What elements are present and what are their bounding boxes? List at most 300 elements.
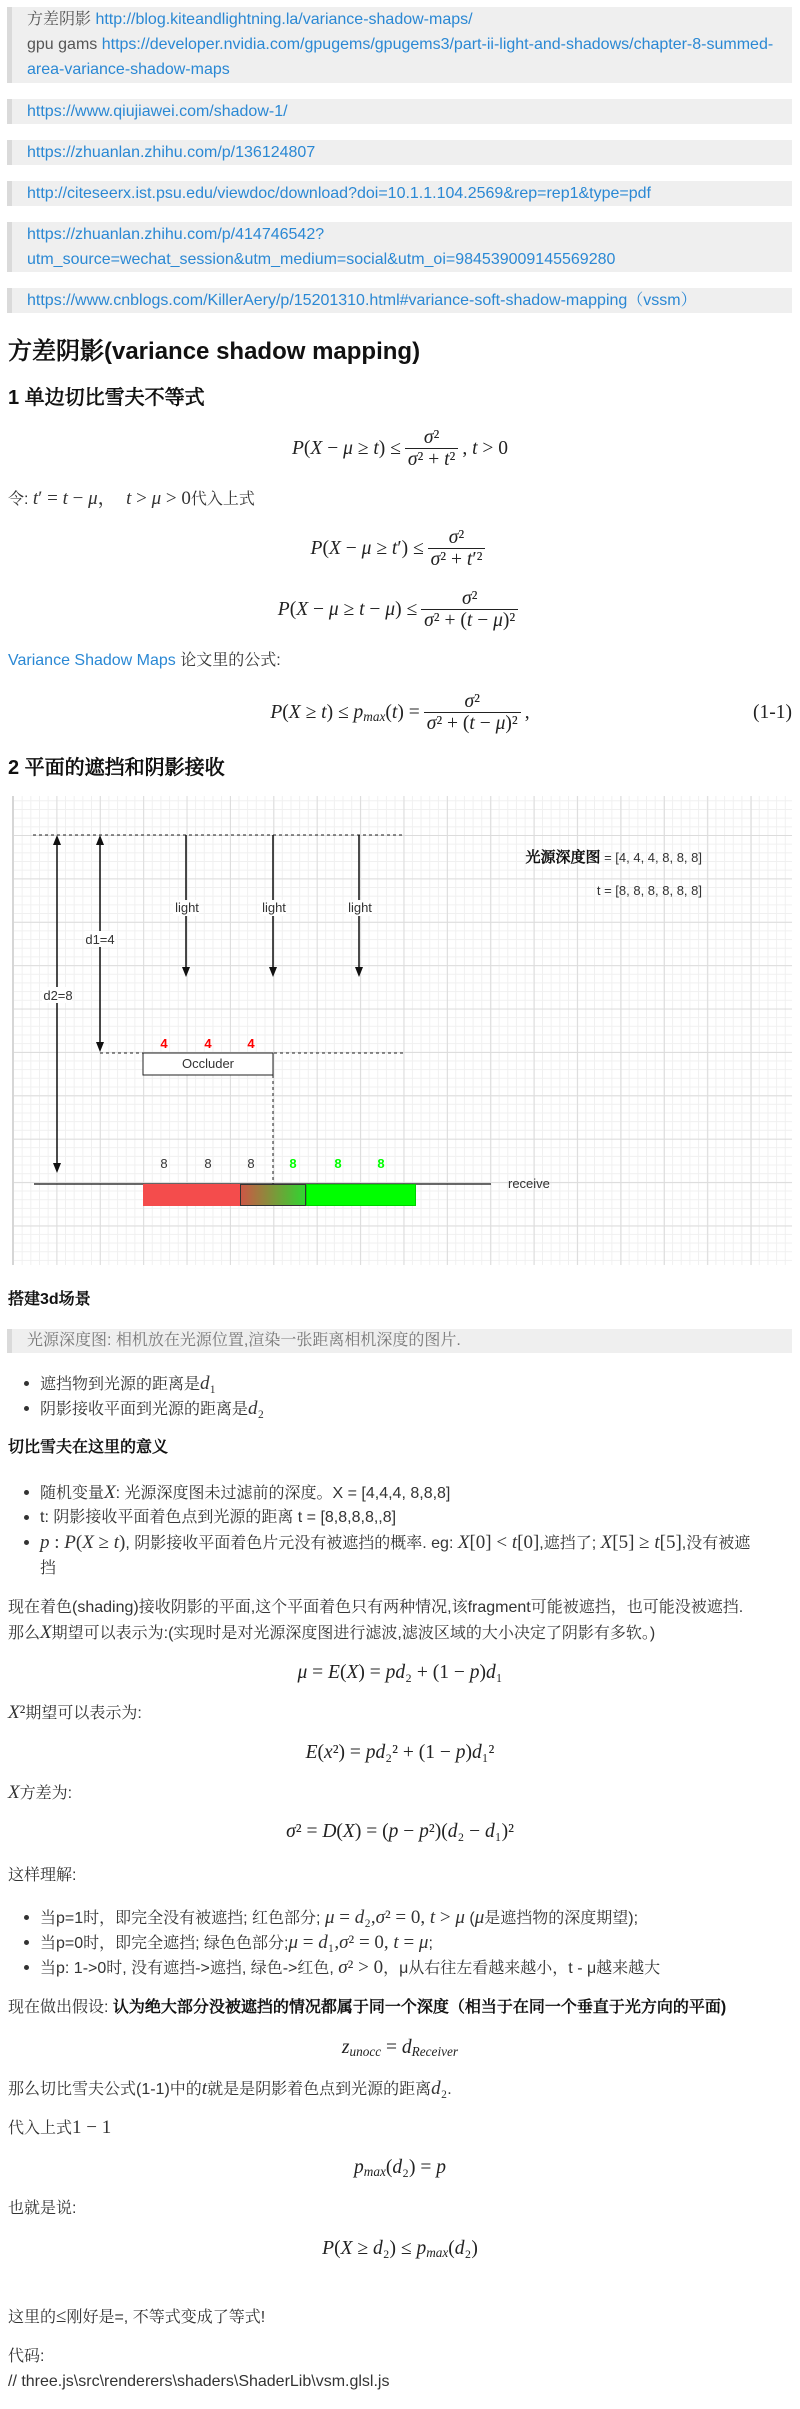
receiver-distance-legend: t = [8, 8, 8, 8, 8, 8] bbox=[596, 883, 702, 898]
math-variable: v bbox=[441, 2044, 448, 2060]
reference-line bbox=[27, 32, 792, 57]
math-variable: P bbox=[270, 702, 283, 723]
text: 代入上式 bbox=[190, 490, 255, 508]
bullet-icon bbox=[24, 1915, 29, 1920]
list-item bbox=[8, 1396, 264, 1421]
shadowed-depth: 8 bbox=[204, 1156, 212, 1171]
inline-math: p : P(X ≥ t) bbox=[40, 1531, 126, 1553]
d1-label: d1=4 bbox=[85, 932, 115, 947]
list-item bbox=[8, 1371, 264, 1396]
math-variable: μ bbox=[361, 538, 372, 559]
math-variable: u bbox=[349, 2044, 357, 2060]
math-variable: d bbox=[392, 2157, 403, 2178]
math-variable: X bbox=[104, 1481, 116, 1503]
inline-math bbox=[8, 1782, 20, 1803]
inline-math: 1 − 1 bbox=[72, 2116, 112, 2138]
subscript bbox=[364, 2157, 386, 2187]
text: . bbox=[447, 2080, 452, 2098]
math-variable: c bbox=[375, 2044, 382, 2060]
fraction bbox=[428, 527, 486, 571]
reference-block bbox=[7, 7, 792, 83]
reference-block bbox=[7, 222, 792, 272]
lit-depth: 8 bbox=[289, 1156, 297, 1171]
formula: μ = E(X) = pd₂ + (1 − p)d₁ bbox=[297, 1662, 503, 1683]
list-item bbox=[8, 1905, 660, 1930]
text: 当p=1时，即完全没有被遮挡; 红色部分; bbox=[40, 1909, 325, 1927]
math-variable: t bbox=[113, 1531, 120, 1553]
fraction bbox=[405, 427, 459, 471]
math-variable: σ bbox=[430, 549, 441, 570]
text: 刚好是=, 不等式变成了等式! bbox=[66, 2308, 266, 2326]
reference-link[interactable]: http://citeseerx.ist.psu.edu/viewdoc/download?doi=10.1.1.104.2569&rep=rep1&type=pdf bbox=[27, 185, 651, 202]
then-line bbox=[8, 2076, 452, 2101]
text: t: 阴影接收平面着色点到光源的距离 t = [8,8,8,8,,8] bbox=[40, 1508, 397, 1526]
text: ，μ从右往左看越来越小，t - μ越来越大 bbox=[383, 1959, 661, 1977]
reference-label: gpu gams bbox=[27, 36, 102, 53]
text: 期望可以表示为:(实现时是对光源深度图进行滤波,滤波区域的大小决定了阴影有多软。) bbox=[51, 1624, 656, 1642]
math-variable: σ bbox=[448, 527, 459, 548]
math-variable: μ bbox=[324, 1906, 335, 1928]
math-variable: X bbox=[600, 1531, 613, 1553]
formula-z bbox=[342, 2033, 350, 2063]
depth-map-label: 光源深度图 bbox=[525, 849, 601, 866]
formula-lhs: P(X − μ ≥ t′) ≤ bbox=[310, 538, 424, 559]
math-variable: m bbox=[363, 2164, 374, 2180]
understanding-label: 这样理解: bbox=[8, 1866, 77, 1884]
formula-rhs: , t > 0 bbox=[462, 438, 509, 459]
quote-text: 光源深度图: 相机放在光源位置,渲染一张距离相机深度的图片. bbox=[27, 1332, 461, 1349]
text: 那么切比雪夫公式(1-1)中的 bbox=[8, 2080, 202, 2098]
that-is-label: 也就是说: bbox=[8, 2199, 77, 2217]
subscript bbox=[426, 2238, 448, 2268]
formula-lhs: P(X − μ ≥ t − μ) ≤ bbox=[277, 599, 418, 620]
code-label: 代码: bbox=[8, 2347, 45, 2365]
paper-link[interactable]: Variance Shadow Maps bbox=[8, 651, 176, 669]
bullet-icon bbox=[24, 1540, 29, 1545]
math-variable: t bbox=[466, 610, 473, 631]
formula-one-sided-chebyshev bbox=[8, 427, 792, 471]
math-variable: X bbox=[340, 2238, 353, 2259]
arrowhead-down-icon bbox=[53, 1163, 61, 1173]
math-variable: d bbox=[485, 1821, 495, 1842]
math-variable: p bbox=[365, 1742, 376, 1763]
formula-pmax bbox=[8, 2153, 792, 2183]
text: 期望可以表示为: bbox=[25, 1704, 142, 1722]
math-variable: z bbox=[341, 2037, 350, 2058]
math-variable: d bbox=[354, 1906, 365, 1928]
text: 代入上式 bbox=[8, 2119, 73, 2137]
math-variable: p bbox=[354, 2157, 364, 2178]
math-variable: σ bbox=[407, 449, 418, 470]
formula-trail: , bbox=[524, 702, 530, 723]
list-item bbox=[8, 1955, 660, 1980]
math-variable: i bbox=[437, 2044, 442, 2060]
math-variable: p bbox=[469, 1662, 480, 1683]
math-variable: x bbox=[324, 1742, 333, 1763]
reference-link[interactable]: http://blog.kiteandlightning.la/variance-shadow-maps/ bbox=[95, 11, 473, 28]
math-variable: X bbox=[8, 1701, 20, 1723]
math-variable: e bbox=[431, 2044, 438, 2060]
reference-line bbox=[27, 222, 792, 247]
formula-mean bbox=[8, 1658, 792, 1688]
conclusion-line bbox=[8, 2304, 265, 2329]
lit-region-bar bbox=[306, 1184, 416, 1206]
math-variable: d bbox=[395, 1662, 406, 1683]
math-variable: t bbox=[429, 1906, 436, 1928]
bullet-icon bbox=[24, 1381, 29, 1386]
math-variable: x bbox=[442, 2245, 449, 2261]
math-variable: μ bbox=[88, 487, 98, 509]
text: ; bbox=[428, 1934, 433, 1952]
scene-heading: 搭建3d场景 bbox=[8, 1291, 91, 1308]
math-variable: X bbox=[40, 1621, 52, 1643]
subscript bbox=[412, 2037, 458, 2067]
math-variable: c bbox=[369, 2044, 376, 2060]
text: 遮挡物到光源的距离是 bbox=[40, 1375, 201, 1393]
math-variable: t bbox=[201, 2077, 208, 2099]
text: ,没有被遮 bbox=[681, 1534, 751, 1552]
inline-math: X² bbox=[8, 1701, 26, 1723]
math-variable: μ bbox=[288, 1931, 299, 1953]
text: 方差为: bbox=[19, 1784, 73, 1802]
occlusion-diagram bbox=[12, 796, 792, 1265]
formula-mid: (t) = bbox=[385, 702, 420, 723]
depth-map-values: = [4, 4, 4, 8, 8, 8] bbox=[600, 850, 702, 865]
paragraph-line bbox=[8, 1620, 655, 1645]
text: 随机变量 bbox=[40, 1484, 105, 1502]
math-variable: X bbox=[288, 702, 301, 723]
math-variable: d bbox=[454, 2238, 465, 2259]
math-variable: X bbox=[82, 1531, 94, 1553]
math-variable: a bbox=[435, 2245, 443, 2261]
math-variable: m bbox=[363, 709, 373, 725]
fraction bbox=[424, 691, 521, 735]
light-label: light bbox=[262, 900, 286, 915]
math-variable: E bbox=[328, 1662, 340, 1683]
shadowed-depth: 8 bbox=[247, 1156, 255, 1171]
subscript bbox=[350, 2037, 382, 2067]
reference-line bbox=[27, 57, 792, 82]
math-variable: d bbox=[401, 2037, 412, 2058]
paper-reference-line bbox=[8, 648, 281, 673]
formula: σ² = D(X) = (p − p²)(d₂ − d₁)² bbox=[286, 1821, 514, 1842]
section-heading-chebyshev: 1 单边切比雪夫不等式 bbox=[8, 387, 205, 409]
formula-second-moment bbox=[8, 1738, 792, 1768]
math-variable: σ bbox=[286, 1821, 296, 1842]
math-variable: X bbox=[8, 1781, 20, 1803]
occluder-depth: 4 bbox=[160, 1036, 168, 1051]
light-label: light bbox=[348, 900, 372, 915]
reference-line bbox=[27, 7, 792, 32]
math-variable: p bbox=[419, 1821, 429, 1842]
math-variable: σ bbox=[423, 427, 434, 448]
d2-label: d2=8 bbox=[43, 988, 73, 1003]
list-item bbox=[8, 1505, 750, 1530]
math-variable: μ bbox=[493, 610, 503, 631]
math-variable: P bbox=[64, 1531, 76, 1553]
reference-line bbox=[27, 181, 792, 206]
math-variable: p bbox=[388, 1821, 399, 1842]
numerator: σ² bbox=[464, 691, 480, 712]
penumbra-gradient-bar bbox=[240, 1184, 306, 1206]
denominator: σ² + (t − μ)² bbox=[421, 609, 518, 632]
math-variable: d bbox=[431, 2077, 441, 2099]
code-path: // three.js\src\renderers\shaders\ShaderLib\vsm.glsl.js bbox=[8, 2372, 390, 2390]
formula-final bbox=[8, 2234, 792, 2264]
math-variable: x bbox=[379, 709, 386, 725]
list-item bbox=[8, 1930, 660, 1955]
text: ( bbox=[464, 1909, 475, 1927]
reference-link[interactable]: area-variance-shadow-maps bbox=[27, 61, 230, 78]
math-variable: μ bbox=[343, 438, 353, 459]
arrowhead-up-icon bbox=[96, 835, 104, 845]
formula-lhs: P(X ≥ d₂) ≤ p bbox=[322, 2238, 427, 2259]
math-variable: d bbox=[200, 1372, 210, 1394]
receiver-label: receive bbox=[508, 1176, 550, 1191]
math-variable: a bbox=[373, 2164, 380, 2180]
math-variable: D bbox=[322, 1821, 337, 1842]
formula-unoccluded-depth bbox=[8, 2033, 792, 2063]
math-variable: d bbox=[318, 1931, 328, 1953]
math-variable: t bbox=[444, 449, 450, 470]
math-variable: r bbox=[452, 2044, 459, 2060]
inline-math: d₂ bbox=[248, 1397, 265, 1419]
shadowed-depth: 8 bbox=[160, 1156, 168, 1171]
occluder-depth: 4 bbox=[204, 1036, 212, 1051]
reference-line bbox=[27, 247, 792, 272]
math-variable: μ bbox=[385, 599, 396, 620]
math-variable: d bbox=[471, 1742, 482, 1763]
math-variable: X bbox=[328, 538, 341, 559]
subscript bbox=[363, 702, 385, 732]
math-variable: p bbox=[40, 1531, 50, 1553]
text: 阴影接收平面到光源的距离是 bbox=[40, 1400, 249, 1418]
occluder-depth: 4 bbox=[247, 1036, 255, 1051]
math-variable: c bbox=[425, 2044, 432, 2060]
text: 挡 bbox=[40, 1559, 57, 1577]
math-variable: μ bbox=[297, 1662, 308, 1683]
inline-math: μ = d₂,σ² = 0, t > μ bbox=[324, 1906, 465, 1928]
text: ,遮挡了; bbox=[539, 1534, 601, 1552]
formula-p bbox=[354, 2153, 364, 2183]
math-variable: t bbox=[373, 438, 379, 459]
math-variable: R bbox=[411, 2044, 420, 2060]
math-variable: p bbox=[436, 2157, 446, 2178]
math-variable: m bbox=[426, 2245, 436, 2261]
math-variable: σ bbox=[424, 610, 434, 631]
math-variable: μ bbox=[474, 1906, 485, 1928]
math-variable: P bbox=[291, 438, 304, 459]
inline-math: d₁ bbox=[200, 1372, 217, 1394]
depth-map-legend bbox=[525, 848, 702, 866]
inline-math: X[5] ≥ t[5] bbox=[600, 1531, 682, 1553]
math-variable: σ bbox=[339, 1931, 349, 1953]
occluder-label: Occluder bbox=[181, 1056, 235, 1071]
variance-label bbox=[8, 1780, 72, 1805]
reference-line bbox=[27, 99, 792, 124]
inline-math bbox=[40, 1622, 52, 1643]
light-label: light bbox=[175, 900, 199, 915]
formula-lhs: P(X − μ ≥ t) ≤ bbox=[291, 438, 401, 459]
reference-line bbox=[27, 140, 792, 165]
second-moment-label bbox=[8, 1700, 142, 1725]
reference-link[interactable]: https://zhuanlan.zhihu.com/p/414746542? bbox=[27, 226, 325, 243]
bullet-icon bbox=[24, 1965, 29, 1970]
text: 当p: 1->0时, 没有遮挡->遮挡, 绿色->红色, bbox=[40, 1959, 339, 1977]
denominator: σ² + t′² bbox=[428, 548, 486, 571]
reference-link[interactable]: utm_source=wechat_session&utm_medium=social&utm_oi=984539009145569280 bbox=[27, 251, 616, 268]
math-variable: t bbox=[469, 713, 475, 734]
text: 就是是阴影着色点到光源的距离 bbox=[207, 2080, 432, 2098]
math-variable: t bbox=[62, 487, 68, 509]
math-variable: P bbox=[322, 2238, 335, 2259]
reference-label: 方差阴影 bbox=[27, 11, 96, 28]
meaning-list bbox=[8, 1480, 750, 1580]
arrowhead-down-icon bbox=[96, 1042, 104, 1052]
math-variable: p bbox=[353, 702, 364, 723]
reference-block bbox=[7, 140, 792, 165]
assumption-emphasis: 认为绝大部分没被遮挡的情况都属于同一个深度（相当于在同一个垂直于光方向的平面) bbox=[112, 1998, 727, 2016]
bullet-icon bbox=[24, 1490, 29, 1495]
math-variable: d bbox=[248, 1397, 258, 1419]
text: 现在着色(shading)接收阴影的平面,这个平面着色只有两种情况,该fragment可能被遮挡，也可能没被遮挡. bbox=[8, 1598, 744, 1616]
formula-substituted bbox=[8, 527, 792, 571]
formula-rest: (d₂) bbox=[448, 2238, 478, 2259]
formula: E(x²) = pd₂² + (1 − p)d₁² bbox=[305, 1742, 495, 1763]
math-variable: μ bbox=[328, 599, 339, 620]
lit-depth: 8 bbox=[334, 1156, 342, 1171]
formula-rest: (d₂) = p bbox=[385, 2157, 446, 2178]
understanding-list bbox=[8, 1905, 660, 1980]
reference-link[interactable]: https://zhuanlan.zhihu.com/p/136124807 bbox=[27, 144, 316, 161]
meaning-heading: 切比雪夫在这里的意义 bbox=[8, 1439, 169, 1456]
text: 那么 bbox=[8, 1624, 41, 1642]
math-variable: d bbox=[372, 2238, 383, 2259]
math-variable: X bbox=[296, 599, 309, 620]
math-variable: σ bbox=[464, 691, 475, 712]
math-variable: d bbox=[485, 1662, 496, 1683]
math-variable: μ bbox=[151, 487, 162, 509]
math-variable: X bbox=[457, 1531, 470, 1553]
math-variable: t bbox=[466, 549, 473, 570]
reference-link[interactable]: https://developer.nvidia.com/gpugems/gpugems3/part-ii-light-and-shadows/chapter-8-summed- bbox=[101, 36, 774, 53]
math-variable: e bbox=[419, 2044, 426, 2060]
text: : 光源深度图未过滤前的深度。X = [4,4,4, 8,8,8] bbox=[115, 1484, 451, 1502]
text: 这里的 bbox=[8, 2308, 57, 2326]
math-variable: t bbox=[511, 1531, 518, 1553]
formula-expanded bbox=[8, 588, 792, 632]
math-variable: P bbox=[310, 538, 323, 559]
reference-link[interactable]: https://www.qiujiawei.com/shadow-1/ bbox=[27, 103, 288, 120]
math-variable: t bbox=[359, 599, 365, 620]
math-variable: p bbox=[455, 1742, 466, 1763]
denominator: σ² + t² bbox=[405, 448, 459, 471]
math-variable: p bbox=[416, 2238, 427, 2259]
math-variable: μ bbox=[455, 1906, 465, 1928]
scene-list bbox=[8, 1371, 264, 1421]
arrowhead-up-icon bbox=[53, 835, 61, 845]
math-variable: d bbox=[447, 1821, 458, 1842]
reference-block bbox=[7, 181, 792, 206]
math-variable: e bbox=[447, 2044, 453, 2060]
depth-map-quote bbox=[7, 1329, 792, 1353]
denominator: σ² + (t − μ)² bbox=[424, 712, 521, 735]
math-variable: t bbox=[393, 1931, 399, 1953]
bullet-icon bbox=[24, 1940, 29, 1945]
math-variable: σ bbox=[375, 1906, 385, 1928]
math-variable: X bbox=[342, 1821, 355, 1842]
paragraph-line bbox=[8, 1595, 743, 1620]
formula-eq: = d bbox=[386, 2037, 412, 2058]
numerator: σ² bbox=[461, 588, 478, 609]
inline-math: σ² > 0 bbox=[338, 1956, 384, 1978]
math-variable: d bbox=[375, 1742, 386, 1763]
page-title: 方差阴影(variance shadow mapping) bbox=[8, 338, 421, 365]
reference-block bbox=[7, 288, 792, 313]
reference-block bbox=[7, 99, 792, 124]
math-variable: σ bbox=[338, 1956, 348, 1978]
shadowed-region-bar bbox=[143, 1184, 240, 1206]
bullet-icon bbox=[24, 1406, 29, 1411]
inline-math: μ = d₁,σ² = 0, t = μ bbox=[288, 1931, 429, 1953]
list-item-line bbox=[40, 1530, 750, 1556]
math-variable: σ bbox=[426, 713, 437, 734]
math-variable: n bbox=[356, 2044, 363, 2060]
inline-math: ≤ bbox=[56, 2305, 67, 2327]
math-variable: μ bbox=[418, 1931, 429, 1953]
list-item bbox=[8, 1530, 750, 1580]
inline-math bbox=[475, 1907, 485, 1928]
math-variable: a bbox=[372, 709, 380, 725]
formula-1-1 bbox=[8, 691, 792, 735]
math-variable: t bbox=[654, 1531, 660, 1553]
inline-math: t′ = t − μ， t > μ > 0 bbox=[32, 487, 191, 509]
list-item bbox=[8, 1480, 750, 1505]
substitution-line bbox=[8, 486, 255, 511]
substitute-line bbox=[8, 2115, 111, 2140]
text: 现在做出假设: bbox=[8, 1998, 113, 2016]
arrowhead-down-icon bbox=[355, 967, 363, 977]
math-variable: t bbox=[321, 702, 327, 723]
math-variable: t bbox=[126, 487, 132, 509]
inline-math bbox=[104, 1482, 116, 1503]
text: , 阴影接收平面着色片元没有被遮挡的概率. eg: bbox=[125, 1534, 458, 1552]
text: 论文里的公式: bbox=[175, 651, 281, 669]
math-variable: μ bbox=[495, 713, 506, 734]
text: 当p=0时，即完全遮挡; 绿色色部分; bbox=[40, 1934, 289, 1952]
math-variable: X bbox=[310, 438, 323, 459]
text: 是遮挡物的深度期望); bbox=[484, 1909, 639, 1927]
text: 令: bbox=[8, 490, 33, 508]
arrowhead-down-icon bbox=[182, 967, 190, 977]
math-variable: P bbox=[277, 599, 290, 620]
math-variable: x bbox=[380, 2164, 386, 2180]
math-variable: σ bbox=[461, 588, 472, 609]
fraction bbox=[421, 588, 518, 632]
math-variable: t bbox=[391, 702, 398, 723]
formula-lhs: P(X ≥ t) ≤ p bbox=[270, 702, 364, 723]
formula-variance bbox=[8, 1817, 792, 1847]
reference-link[interactable]: https://www.cnblogs.com/KillerAery/p/15201310.html#variance-soft-shadow-mapping（vssm） bbox=[27, 292, 697, 309]
arrowhead-down-icon bbox=[269, 967, 277, 977]
equation-tag: (1-1) bbox=[753, 702, 792, 723]
inline-math: X[0] < t[0] bbox=[457, 1531, 540, 1553]
numerator: σ² bbox=[423, 427, 440, 448]
math-variable: p bbox=[385, 1662, 396, 1683]
section-heading-occlusion: 2 平面的遮挡和阴影接收 bbox=[8, 757, 225, 779]
lit-depth: 8 bbox=[377, 1156, 385, 1171]
math-variable: t bbox=[391, 538, 398, 559]
